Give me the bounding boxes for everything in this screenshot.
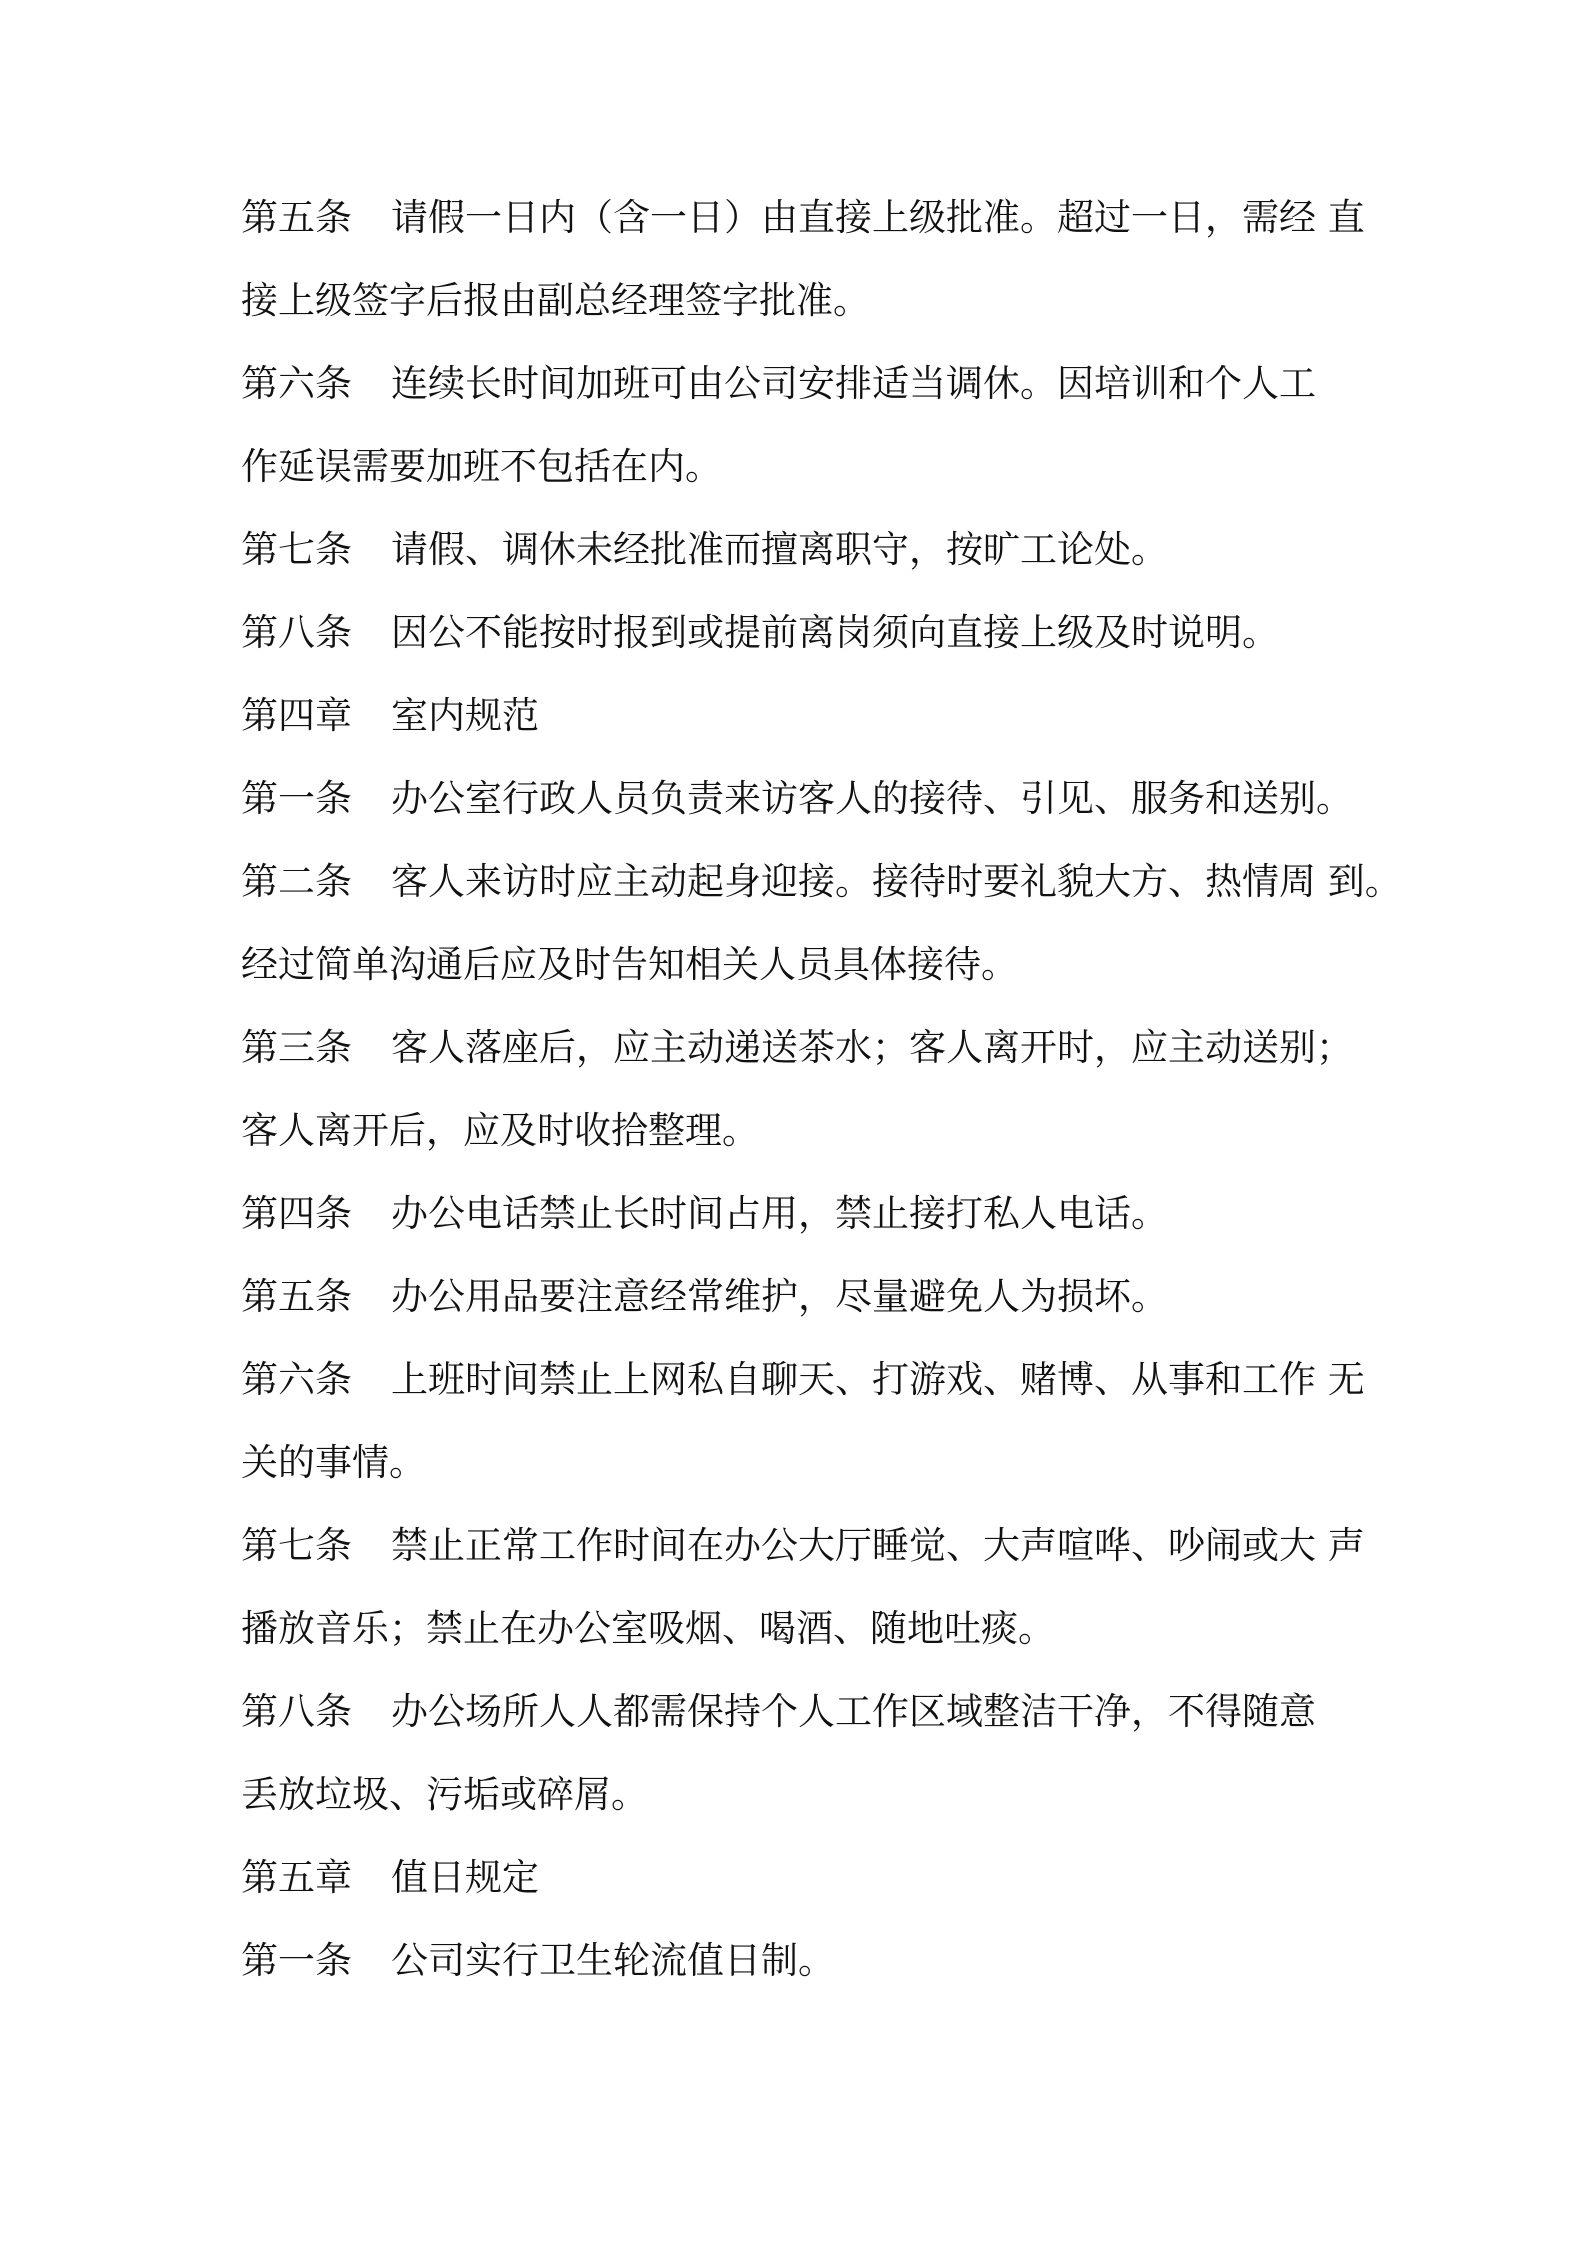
article-text: 请假一日内（含一日）由直接上级批准。超过一日，需经 直 [391,196,1365,239]
paragraph-line [241,1024,1353,1072]
article-label: 第四条 [241,1192,352,1235]
chapter-title: 室内规范 [391,694,539,737]
article-text: 上班时间禁止上网私自聊天、打游戏、赌博、从事和工作 无 [391,1358,1365,1401]
paragraph-line [241,1771,648,1819]
article-label: 第六条 [241,1358,352,1401]
article-label: 第七条 [241,528,352,571]
paragraph-line [241,1190,1168,1238]
chapter-label: 第四章 [241,694,352,737]
article-label: 第二条 [241,860,352,903]
paragraph-line [241,941,1018,989]
article-label: 第一条 [241,777,352,820]
article-text: 办公电话禁止长时间占用，禁止接打私人电话。 [391,1192,1168,1235]
chapter-label: 第五章 [241,1856,352,1899]
article-text: 经过简单沟通后应及时告知相关人员具体接待。 [241,943,1018,986]
paragraph-line [241,526,1168,574]
paragraph-line [241,1937,835,1985]
article-label: 第七条 [241,1524,352,1567]
paragraph-line [241,1273,1168,1321]
article-text: 办公场所人人都需保持个人工作区域整洁干净，不得随意 [391,1690,1316,1733]
article-text: 客人来访时应主动起身迎接。接待时要礼貌大方、热情周 到。 [391,860,1402,903]
paragraph-line [241,775,1353,823]
article-text: 办公用品要注意经常维护，尽量避免人为损坏。 [391,1275,1168,1318]
paragraph-line [241,609,1279,657]
article-label: 第八条 [241,1690,352,1733]
paragraph-line [241,1107,759,1155]
article-text: 请假、调休未经批准而擅离职守，按旷工论处。 [391,528,1168,571]
paragraph-line [241,858,1402,906]
article-label: 第一条 [241,1939,352,1982]
article-label: 第五条 [241,1275,352,1318]
paragraph-line [241,277,870,325]
article-label: 第八条 [241,611,352,654]
article-text: 客人离开后，应及时收拾整理。 [241,1109,759,1152]
article-text: 关的事情。 [241,1441,426,1484]
article-label: 第三条 [241,1026,352,1069]
article-text: 播放音乐；禁止在办公室吸烟、喝酒、随地吐痰。 [241,1607,1055,1650]
article-text: 连续长时间加班可由公司安排适当调休。因培训和个人工 [391,362,1316,405]
article-text: 公司实行卫生轮流值日制。 [391,1939,835,1982]
article-label: 第五条 [241,196,352,239]
paragraph-line [241,1605,1055,1653]
article-label: 第六条 [241,362,352,405]
paragraph-line [241,194,1365,242]
article-text: 接上级签字后报由副总经理签字批准。 [241,279,870,322]
paragraph-line [241,1522,1365,1570]
paragraph-line [241,1688,1316,1736]
article-text: 作延误需要加班不包括在内。 [241,445,722,488]
article-text: 丢放垃圾、污垢或碎屑。 [241,1773,648,1816]
chapter-title: 值日规定 [391,1856,539,1899]
article-text: 办公室行政人员负责来访客人的接待、引见、服务和送别。 [391,777,1353,820]
article-text: 客人落座后，应主动递送茶水；客人离开时，应主动送别； [391,1026,1353,1069]
article-text: 禁止正常工作时间在办公大厅睡觉、大声喧哗、吵闹或大 声 [391,1524,1365,1567]
article-text: 因公不能按时报到或提前离岗须向直接上级及时说明。 [391,611,1279,654]
paragraph-line [241,1356,1365,1404]
paragraph-line [241,1439,426,1487]
chapter-heading [241,1854,539,1902]
paragraph-line [241,360,1316,408]
paragraph-line [241,443,722,491]
chapter-heading [241,692,539,740]
